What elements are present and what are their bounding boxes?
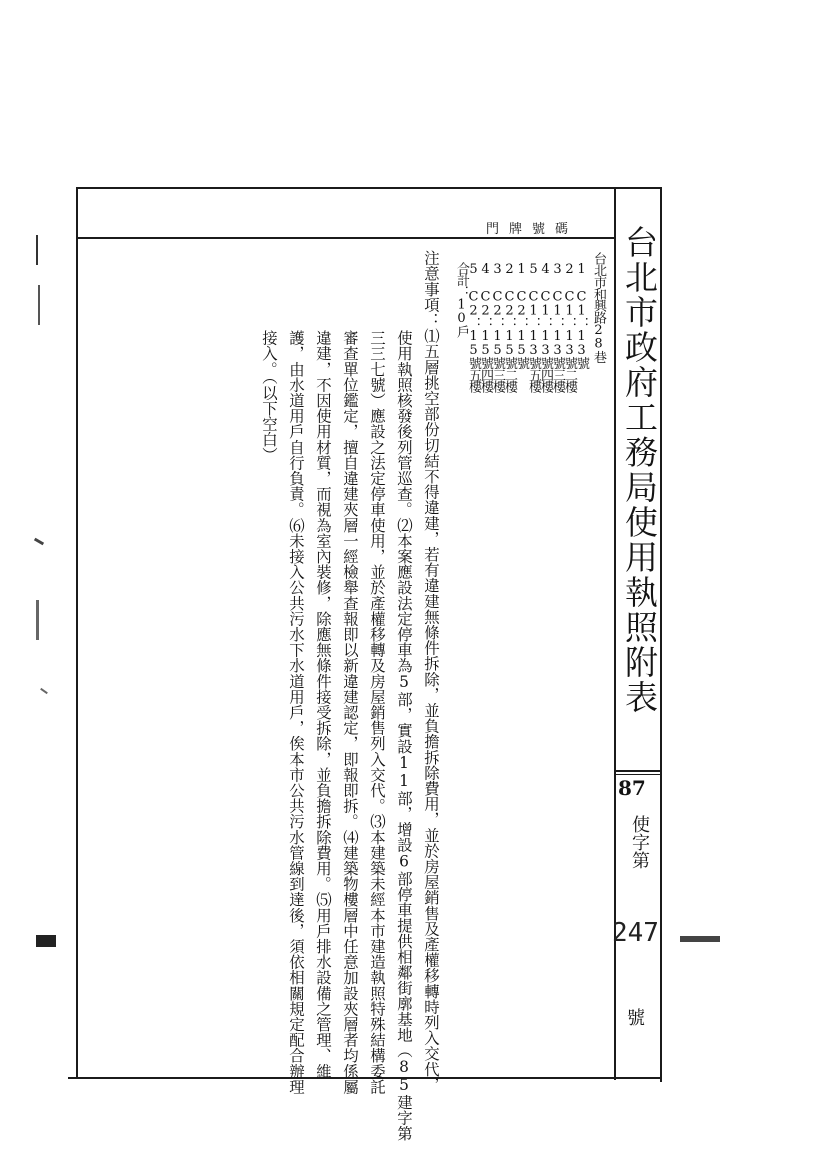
address-entry: 5 C2：15號五樓 bbox=[466, 262, 481, 393]
address-entry: 1 C2：15號 bbox=[514, 262, 529, 369]
notes-line: 審查單位鑑定，擅自違建夾層一經檢舉查報即以新違建認定，即報即拆。⑷建築物樓層中任意加設夾層者均係屬 bbox=[341, 330, 359, 1095]
permit-number: 247 bbox=[612, 918, 659, 948]
notes-line: 三三七號）應設之法定停車使用，並於產權移轉及房屋銷售列入交代。⑶本建築未經本市建造執照特殊結構委託 bbox=[368, 330, 386, 1095]
address-entry: 4 C1：13號四樓 bbox=[538, 262, 553, 393]
address-entry: 2 C1：13號二樓 bbox=[562, 262, 577, 393]
form-title: 台北市政府工務局使用執照附表 bbox=[620, 225, 659, 715]
title-column-separator-upper bbox=[616, 770, 660, 772]
frame-top-border bbox=[76, 187, 662, 189]
address-total: 合計：10戶 bbox=[454, 262, 469, 337]
address-entry: 3 C1：13號三樓 bbox=[550, 262, 565, 393]
notes-line: 違建，不因使用材質，而視為室內裝修，除應無條件接受拆除，並負擔拆除費用。⑸用戶排水設備之管理、維 bbox=[314, 330, 332, 1079]
header-label: 門牌號碼 bbox=[486, 222, 579, 237]
address-entry: 5 C1：13號五樓 bbox=[526, 262, 541, 393]
frame-left-border bbox=[76, 187, 78, 1078]
address-entry: 2 C2：15號二樓 bbox=[502, 262, 517, 393]
permit-suffix: 號 bbox=[627, 1008, 645, 1029]
header-row-divider bbox=[78, 237, 615, 239]
permit-year: 87 bbox=[618, 776, 646, 800]
frame-right-border bbox=[660, 187, 662, 1082]
address-street: 台北市和興路28巷 bbox=[591, 252, 606, 363]
address-entry: 3 C2：15號三樓 bbox=[490, 262, 505, 393]
title-column-separator-lower bbox=[616, 774, 660, 775]
notes-line: 使用執照核發後列管巡查。⑵本案應設法定停車為5部，實設11部，增設6部停車提供相鄰街廓基地（85建字第 bbox=[395, 330, 413, 1142]
address-entry: 4 C2：15號四樓 bbox=[478, 262, 493, 393]
notes-line: 接入。（以下空白） bbox=[260, 330, 278, 463]
permit-prefix: 使字第 bbox=[629, 815, 650, 869]
address-entry: 1 C1：13號 bbox=[574, 262, 589, 369]
notes-line: 護，由水道用戶自行負責。⑹未接入公共污水下水道用戶，俟本市公共污水管線到達後，須依相關規定配合辦理 bbox=[287, 330, 305, 1095]
notes-line: 注意事項：⑴五層挑空部份切結不得違建，若有違建無條件拆除，並負擔拆除費用，並於房屋銷售及產權移轉時列入交代， bbox=[422, 250, 440, 1093]
